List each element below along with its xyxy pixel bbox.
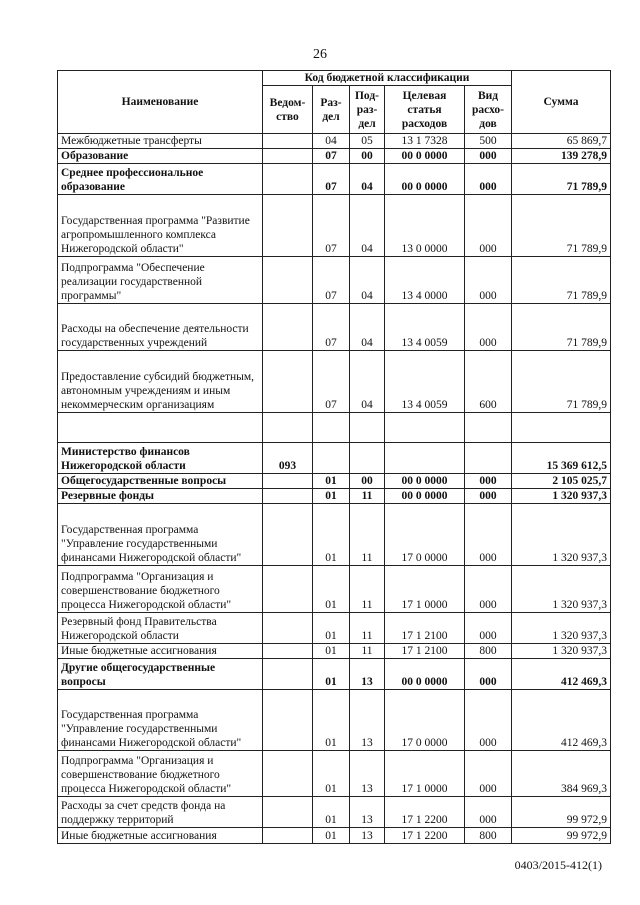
row-celevaya-statya: 17 1 0000 [385, 566, 465, 613]
row-celevaya-statya: 17 1 2100 [385, 613, 465, 644]
row-vid-rashodov: 000 [465, 164, 512, 195]
row-razdel: 01 [313, 690, 350, 751]
row-podrazdel: 11 [350, 489, 385, 504]
row-name: Общегосударственные вопросы [58, 474, 263, 489]
row-razdel: 07 [313, 149, 350, 164]
table-row [58, 164, 611, 195]
row-celevaya-statya: 13 4 0059 [385, 304, 465, 351]
row-podrazdel: 04 [350, 351, 385, 413]
header-name: Наименование [58, 71, 263, 134]
row-vid-rashodov [465, 413, 512, 443]
row-sum: 99 972,9 [512, 797, 611, 828]
row-vedomstvo [263, 164, 313, 195]
row-vedomstvo [263, 797, 313, 828]
row-vid-rashodov: 000 [465, 304, 512, 351]
row-vid-rashodov: 000 [465, 659, 512, 690]
row-podrazdel: 04 [350, 257, 385, 304]
row-vid-rashodov: 500 [465, 134, 512, 149]
row-vid-rashodov: 000 [465, 613, 512, 644]
table-row [58, 474, 611, 489]
row-podrazdel: 11 [350, 566, 385, 613]
table-row [58, 690, 611, 751]
row-razdel: 04 [313, 134, 350, 149]
row-vedomstvo: 093 [263, 443, 313, 474]
row-razdel [313, 443, 350, 474]
row-podrazdel: 13 [350, 751, 385, 797]
row-razdel: 01 [313, 613, 350, 644]
row-celevaya-statya [385, 413, 465, 443]
table-row [58, 195, 611, 257]
row-name [58, 413, 263, 443]
row-celevaya-statya: 13 1 7328 [385, 134, 465, 149]
row-podrazdel: 04 [350, 195, 385, 257]
row-podrazdel: 04 [350, 164, 385, 195]
row-celevaya-statya: 00 0 0000 [385, 489, 465, 504]
budget-table [57, 70, 611, 844]
row-vedomstvo [263, 304, 313, 351]
row-celevaya-statya: 13 0 0000 [385, 195, 465, 257]
row-vedomstvo [263, 751, 313, 797]
row-razdel: 01 [313, 504, 350, 566]
row-podrazdel: 13 [350, 797, 385, 828]
row-sum: 1 320 937,3 [512, 566, 611, 613]
row-vid-rashodov: 600 [465, 351, 512, 413]
row-razdel: 01 [313, 659, 350, 690]
row-vedomstvo [263, 134, 313, 149]
row-razdel: 01 [313, 474, 350, 489]
spacer-row [58, 413, 611, 443]
row-sum: 1 320 937,3 [512, 613, 611, 644]
page-number: 26 [313, 47, 327, 62]
row-vid-rashodov: 800 [465, 828, 512, 844]
row-razdel: 07 [313, 257, 350, 304]
row-vedomstvo [263, 149, 313, 164]
row-celevaya-statya: 13 4 0000 [385, 257, 465, 304]
row-vedomstvo [263, 489, 313, 504]
row-vid-rashodov: 000 [465, 489, 512, 504]
row-name: Подпрограмма "Организация и совершенствование бюджетного процесса Нижегородской области" [58, 751, 263, 797]
row-name: Другие общегосударственные вопросы [58, 659, 263, 690]
row-celevaya-statya: 00 0 0000 [385, 474, 465, 489]
row-celevaya-statya: 17 1 2200 [385, 797, 465, 828]
table-row [58, 644, 611, 659]
table-row [58, 828, 611, 844]
row-vid-rashodov: 000 [465, 751, 512, 797]
row-podrazdel: 11 [350, 644, 385, 659]
row-celevaya-statya: 17 1 2200 [385, 828, 465, 844]
row-vid-rashodov [465, 443, 512, 474]
row-name: Резервные фонды [58, 489, 263, 504]
row-sum: 1 320 937,3 [512, 489, 611, 504]
row-vid-rashodov: 800 [465, 644, 512, 659]
row-razdel: 01 [313, 489, 350, 504]
row-name: Министерство финансов Нижегородской области [58, 443, 263, 474]
table-row [58, 504, 611, 566]
row-celevaya-statya: 17 1 2100 [385, 644, 465, 659]
row-razdel: 01 [313, 797, 350, 828]
row-celevaya-statya: 17 0 0000 [385, 504, 465, 566]
row-vid-rashodov: 000 [465, 797, 512, 828]
row-name: Среднее профессиональное образование [58, 164, 263, 195]
row-celevaya-statya: 17 0 0000 [385, 690, 465, 751]
row-vid-rashodov: 000 [465, 474, 512, 489]
row-sum [512, 413, 611, 443]
table-row [58, 751, 611, 797]
row-podrazdel [350, 443, 385, 474]
row-celevaya-statya [385, 443, 465, 474]
row-name: Иные бюджетные ассигнования [58, 644, 263, 659]
row-sum: 65 869,7 [512, 134, 611, 149]
row-podrazdel: 00 [350, 149, 385, 164]
row-name: Государственная программа "Управление государственными финансами Нижегородской области" [58, 504, 263, 566]
row-podrazdel: 05 [350, 134, 385, 149]
row-razdel: 01 [313, 566, 350, 613]
row-podrazdel: 13 [350, 659, 385, 690]
row-podrazdel [350, 413, 385, 443]
row-sum: 1 320 937,3 [512, 644, 611, 659]
header-sum: Сумма [512, 71, 611, 134]
row-sum: 99 972,9 [512, 828, 611, 844]
row-vedomstvo [263, 566, 313, 613]
document-code: 0403/2015-412(1) [514, 858, 602, 872]
row-name: Межбюджетные трансферты [58, 134, 263, 149]
row-name: Расходы за счет средств фонда на поддержку территорий [58, 797, 263, 828]
header-podrazdel: Под-раз-дел [350, 86, 385, 134]
row-name: Расходы на обеспечение деятельности государственных учреждений [58, 304, 263, 351]
row-razdel: 07 [313, 351, 350, 413]
row-podrazdel: 00 [350, 474, 385, 489]
table-row [58, 443, 611, 474]
table-row [58, 134, 611, 149]
row-vid-rashodov: 000 [465, 149, 512, 164]
row-name: Образование [58, 149, 263, 164]
row-vid-rashodov: 000 [465, 195, 512, 257]
row-sum: 71 789,9 [512, 304, 611, 351]
row-razdel [313, 413, 350, 443]
row-podrazdel: 11 [350, 504, 385, 566]
row-sum: 71 789,9 [512, 257, 611, 304]
row-podrazdel: 13 [350, 690, 385, 751]
row-name: Подпрограмма "Организация и совершенствование бюджетного процесса Нижегородской области" [58, 566, 263, 613]
header-classification-group: Код бюджетной классификации [263, 71, 512, 86]
table-row [58, 149, 611, 164]
row-vid-rashodov: 000 [465, 257, 512, 304]
row-sum: 71 789,9 [512, 351, 611, 413]
row-podrazdel: 04 [350, 304, 385, 351]
table-row [58, 304, 611, 351]
row-vedomstvo [263, 690, 313, 751]
row-vedomstvo [263, 504, 313, 566]
row-vid-rashodov: 000 [465, 504, 512, 566]
row-vedomstvo [263, 613, 313, 644]
row-podrazdel: 13 [350, 828, 385, 844]
row-razdel: 01 [313, 644, 350, 659]
header-vedomstvo: Ведом-ство [263, 86, 313, 134]
row-name: Государственная программа "Управление государственными финансами Нижегородской области" [58, 690, 263, 751]
row-celevaya-statya: 13 4 0059 [385, 351, 465, 413]
row-name: Резервный фонд Правительства Нижегородской области [58, 613, 263, 644]
row-name: Предоставление субсидий бюджетным, автономным учреждениям и иным некоммерческим организациям [58, 351, 263, 413]
row-razdel: 07 [313, 195, 350, 257]
header-vid-rashodov: Вид расхо-дов [465, 86, 512, 134]
row-sum: 71 789,9 [512, 164, 611, 195]
row-sum: 71 789,9 [512, 195, 611, 257]
row-sum: 412 469,3 [512, 690, 611, 751]
row-celevaya-statya: 00 0 0000 [385, 149, 465, 164]
row-vedomstvo [263, 195, 313, 257]
row-sum: 2 105 025,7 [512, 474, 611, 489]
row-vedomstvo [263, 828, 313, 844]
row-sum: 384 969,3 [512, 751, 611, 797]
row-celevaya-statya: 00 0 0000 [385, 164, 465, 195]
row-vid-rashodov: 000 [465, 566, 512, 613]
row-razdel: 07 [313, 304, 350, 351]
table-row [58, 351, 611, 413]
table-row [58, 613, 611, 644]
table-row [58, 257, 611, 304]
row-name: Государственная программа "Развитие агропромышленного комплекса Нижегородской области" [58, 195, 263, 257]
row-vedomstvo [263, 351, 313, 413]
row-celevaya-statya: 00 0 0000 [385, 659, 465, 690]
row-vedomstvo [263, 659, 313, 690]
row-sum: 139 278,9 [512, 149, 611, 164]
header-celevaya-statya: Целевая статья расходов [385, 86, 465, 134]
row-vedomstvo [263, 644, 313, 659]
row-celevaya-statya: 17 1 0000 [385, 751, 465, 797]
row-razdel: 07 [313, 164, 350, 195]
row-vedomstvo [263, 474, 313, 489]
header-razdel: Раз-дел [313, 86, 350, 134]
row-vedomstvo [263, 413, 313, 443]
row-name: Иные бюджетные ассигнования [58, 828, 263, 844]
row-sum: 15 369 612,5 [512, 443, 611, 474]
table-row [58, 489, 611, 504]
row-razdel: 01 [313, 751, 350, 797]
table-row [58, 566, 611, 613]
table-row [58, 659, 611, 690]
row-sum: 1 320 937,3 [512, 504, 611, 566]
budget-table-body [58, 134, 611, 844]
table-row [58, 797, 611, 828]
row-razdel: 01 [313, 828, 350, 844]
row-name: Подпрограмма "Обеспечение реализации государственной программы" [58, 257, 263, 304]
row-sum: 412 469,3 [512, 659, 611, 690]
row-podrazdel: 11 [350, 613, 385, 644]
row-vid-rashodov: 000 [465, 690, 512, 751]
row-vedomstvo [263, 257, 313, 304]
